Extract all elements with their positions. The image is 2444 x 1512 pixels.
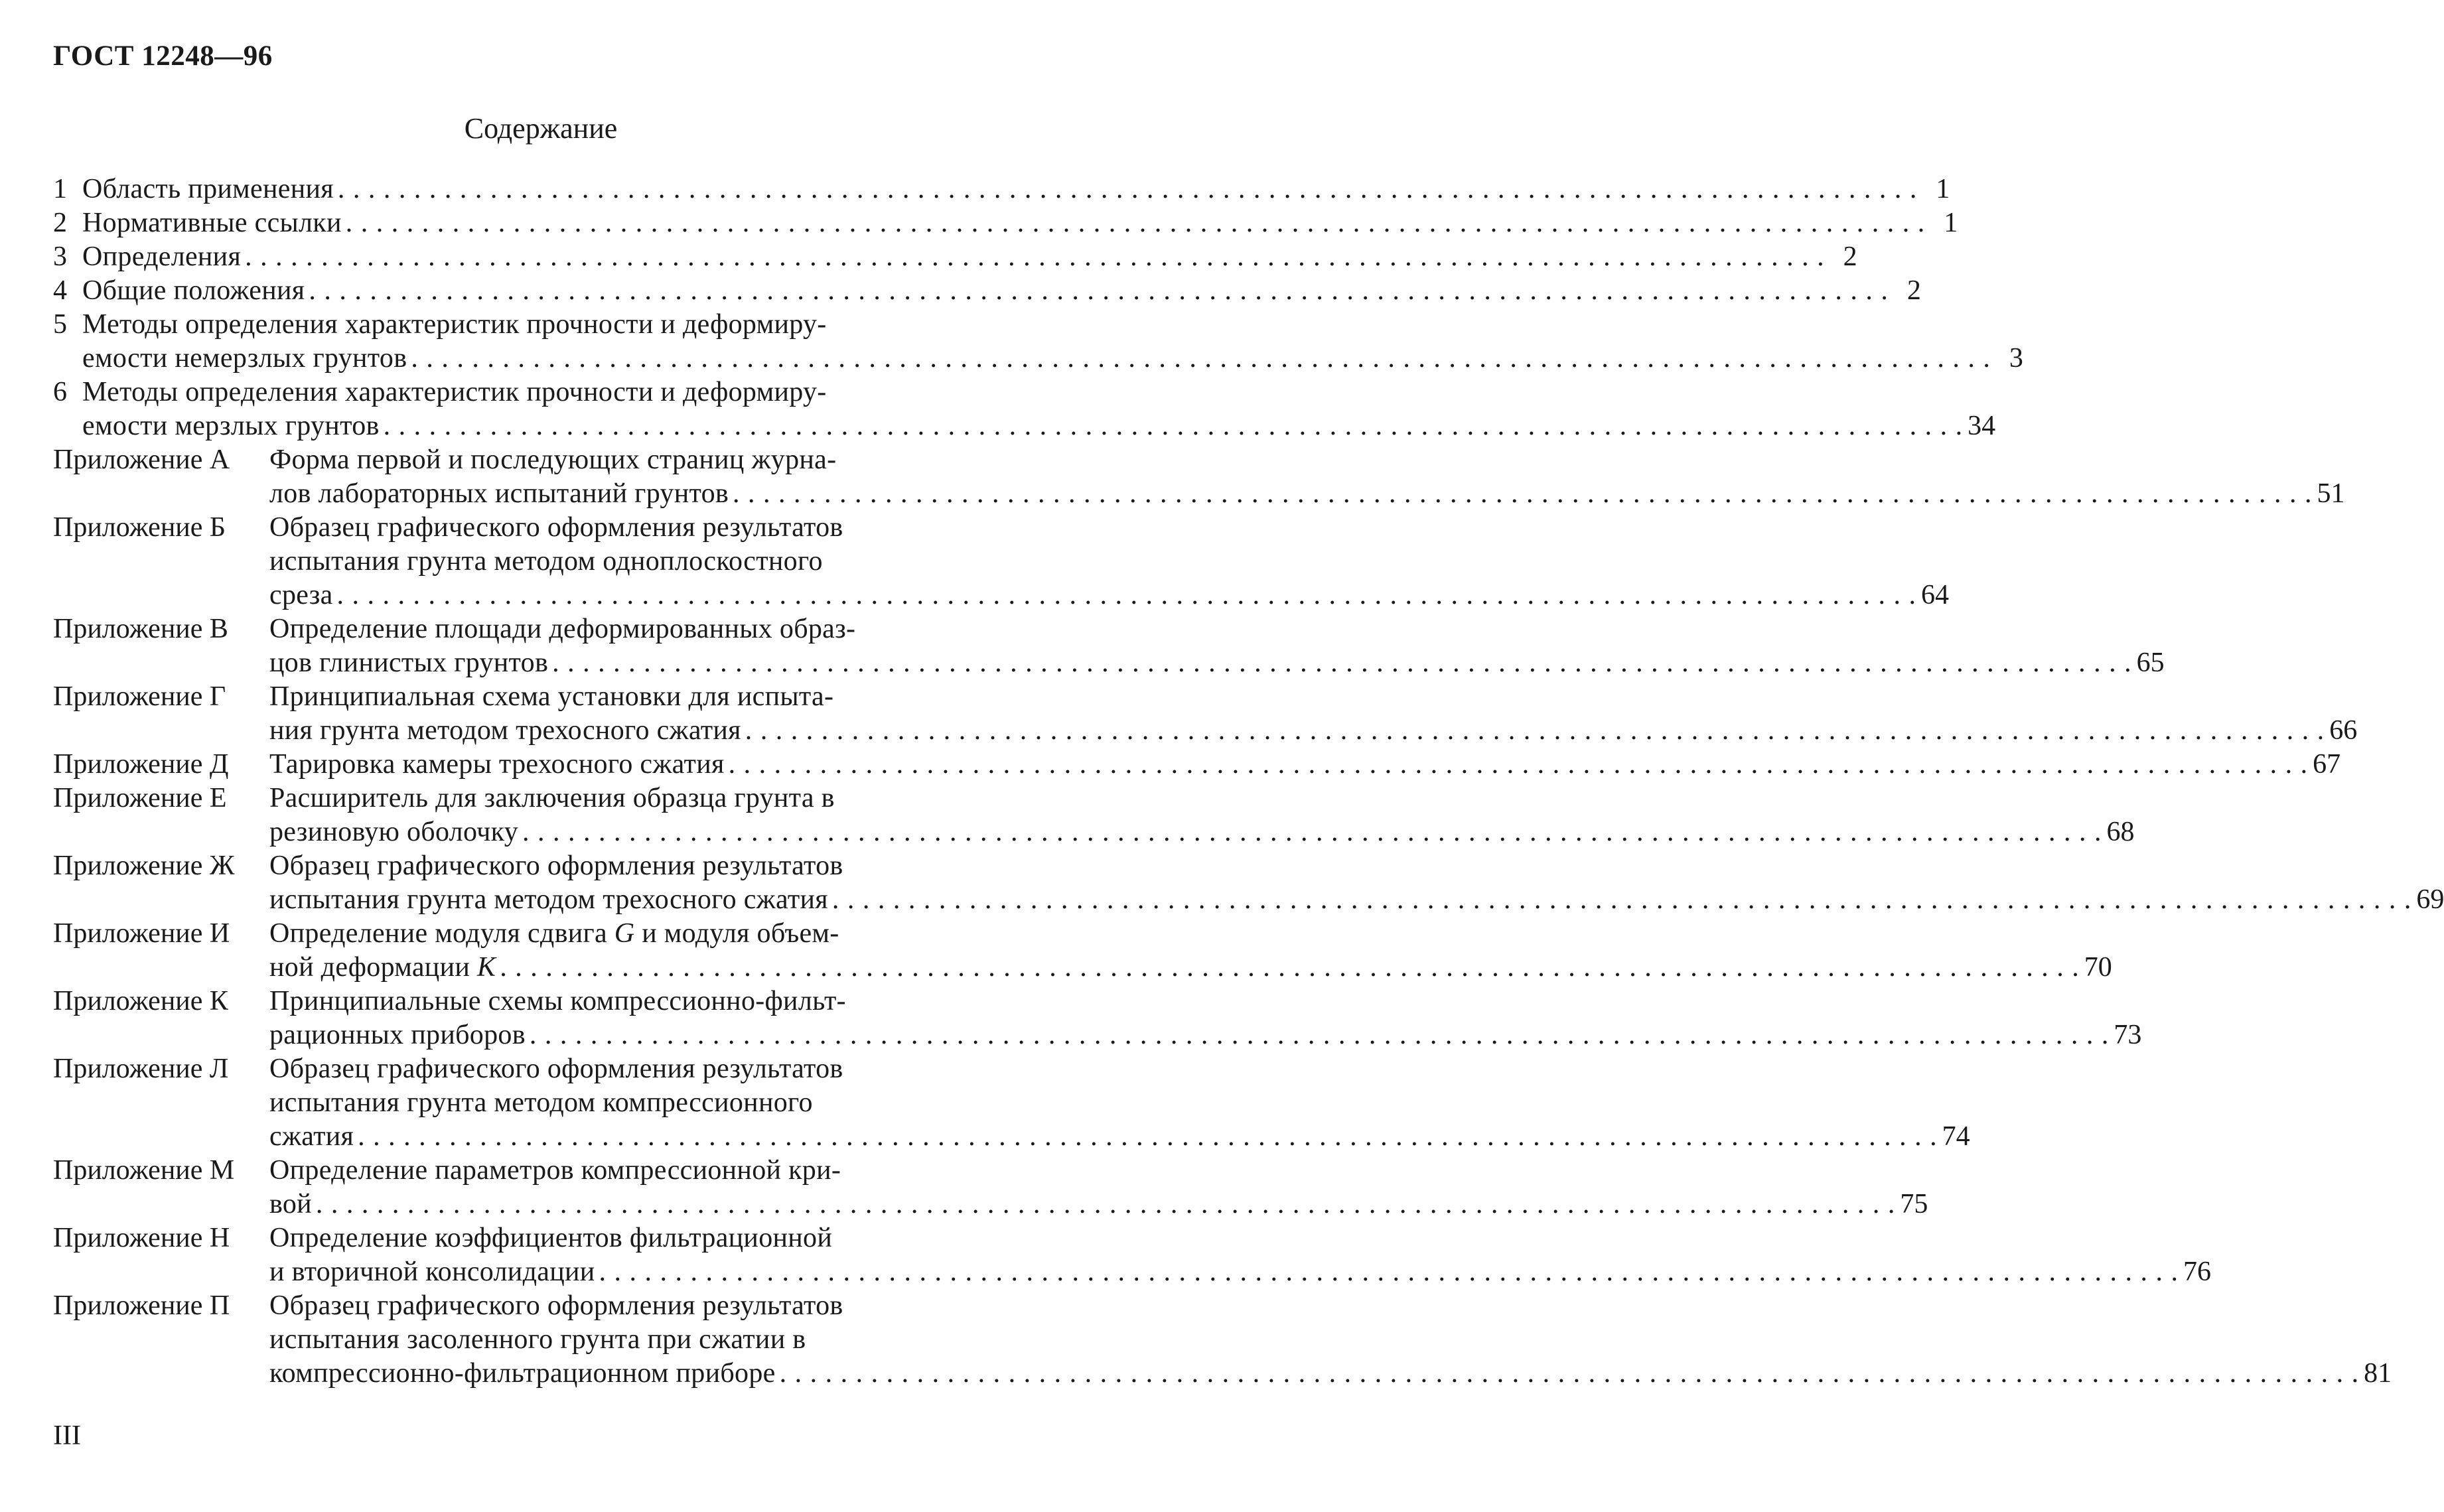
toc-entry-appendix-e[interactable] [53, 782, 2135, 849]
entry-title-line: Образец графического оформления результатов [269, 851, 843, 881]
entry-title-line: Методы определения характеристик прочности и деформиру- [82, 309, 827, 340]
page-number: 2 [1906, 275, 1921, 306]
appendix-label: Приложение М [53, 1155, 235, 1186]
toc-entry-appendix-n[interactable] [53, 1221, 2212, 1289]
appendix-label: Приложение Б [53, 512, 226, 543]
page-number: 73 [2114, 1020, 2142, 1050]
entry-title-line: Образец графического оформления результатов [269, 1290, 843, 1321]
appendix-label: Приложение И [53, 918, 230, 949]
dot-leader [354, 1120, 1937, 1154]
dot-leader [380, 409, 1963, 443]
page-number: 51 [2317, 478, 2345, 509]
entry-title-line: цов глинистых грунтов [269, 648, 549, 678]
entry-title-line: Образец графического оформления результатов [269, 1054, 843, 1084]
page-number: 69 [2416, 884, 2444, 915]
toc-entry-appendix-k[interactable] [53, 985, 2142, 1052]
entry-title-line: испытания засоленного грунта при сжатии в [269, 1324, 806, 1355]
dot-leader [776, 1357, 2359, 1391]
appendix-label: Приложение Д [53, 749, 229, 780]
toc-entry-appendix-b[interactable] [53, 511, 1950, 612]
dot-leader [526, 1018, 2109, 1052]
section-number: 1 [53, 174, 67, 204]
entry-title-line: компрессионно-фильтрационном приборе [269, 1358, 776, 1389]
entry-title-line: среза [269, 580, 333, 610]
toc-entry-appendix-d[interactable] [53, 748, 2341, 782]
toc-entry-section-3[interactable] [53, 240, 1857, 274]
entry-title-line: Образец графического оформления результатов [269, 512, 843, 543]
entry-title-line: лов лабораторных испытаний грунтов [269, 478, 729, 509]
dot-leader [334, 172, 1917, 206]
dot-leader [548, 646, 2131, 680]
entry-title-line: Принципиальная схема установки для испыта- [269, 681, 834, 712]
entry-title-line: Определение модуля сдвига G и модуля объем- [269, 918, 839, 949]
dot-leader [241, 240, 1824, 274]
section-number: 3 [53, 241, 67, 272]
page-number: 68 [2106, 817, 2135, 847]
appendix-label: Приложение В [53, 614, 228, 644]
page-number: 64 [1921, 580, 1950, 610]
dot-leader [407, 342, 1990, 376]
entry-title-line: ной деформации K [269, 952, 496, 983]
page-number: 66 [2329, 715, 2358, 746]
dot-leader [595, 1255, 2179, 1289]
dot-leader [496, 951, 2079, 985]
appendix-label: Приложение Н [53, 1223, 230, 1253]
dot-leader [312, 1188, 1895, 1221]
dot-leader [725, 748, 2308, 782]
appendix-label: Приложение П [53, 1290, 230, 1321]
entry-title-line: резиновую оболочку [269, 817, 518, 847]
section-number: 6 [53, 377, 67, 407]
page-number: 1 [1944, 208, 1958, 238]
appendix-label: Приложение Е [53, 783, 227, 813]
toc-entry-section-4[interactable] [53, 274, 1921, 308]
page-title: Содержание [464, 112, 618, 145]
entry-title-line: Принципиальные схемы компрессионно-фильт- [269, 986, 846, 1016]
page-number: 65 [2136, 648, 2165, 678]
entry-title: Общие положения [82, 275, 305, 306]
dot-leader [729, 477, 2312, 511]
entry-title: Нормативные ссылки [82, 208, 342, 238]
appendix-label: Приложение К [53, 986, 228, 1016]
page-number: 1 [1936, 174, 1950, 204]
toc-entry-section-2[interactable] [53, 206, 1958, 240]
page-number: 75 [1900, 1189, 1928, 1219]
page-number: 81 [2364, 1358, 2392, 1389]
appendix-label: Приложение Л [53, 1054, 229, 1084]
toc-entry-appendix-g[interactable] [53, 680, 2358, 748]
toc-entry-appendix-p[interactable] [53, 1289, 2392, 1391]
entry-title-line: Расширитель для заключения образца грунта в [269, 783, 835, 813]
section-number: 2 [53, 208, 67, 238]
appendix-label: Приложение Г [53, 681, 226, 712]
page-number: 34 [1968, 411, 1996, 441]
page-number: 3 [2009, 343, 2023, 374]
toc-entry-section-1[interactable] [53, 172, 1950, 206]
toc-entry-section-6[interactable] [53, 376, 1996, 443]
toc-entry-appendix-l[interactable] [53, 1052, 1970, 1154]
toc-entry-appendix-zh[interactable] [53, 849, 2444, 917]
dot-leader [828, 883, 2411, 917]
entry-title-line: рационных приборов [269, 1020, 526, 1050]
dot-leader [305, 274, 1888, 308]
dot-leader [342, 206, 1925, 240]
page-footer-number: III [53, 1420, 81, 1451]
toc-entry-appendix-a[interactable] [53, 443, 2345, 511]
entry-title-line: испытания грунта методом трехосного сжатия [269, 884, 828, 915]
page-number: 67 [2313, 749, 2341, 780]
section-number: 5 [53, 309, 67, 340]
toc-entry-appendix-m[interactable] [53, 1154, 1928, 1221]
entry-title-line: испытания грунта методом одноплоскостного [269, 546, 823, 577]
entry-title-line: и вторичной консолидации [269, 1257, 595, 1287]
toc-entry-appendix-v[interactable] [53, 612, 2165, 680]
entry-title-line: Тарировка камеры трехосного сжатия [269, 749, 725, 780]
toc-entry-appendix-i[interactable] [53, 917, 2112, 985]
entry-title-line: емости немерзлых грунтов [82, 343, 407, 374]
page-number: 70 [2084, 952, 2112, 983]
document-page [53, 40, 2444, 1486]
entry-title-line: ния грунта методом трехосного сжатия [269, 715, 741, 746]
page-number: 2 [1843, 241, 1857, 272]
entry-title-line: испытания грунта методом компрессионного [269, 1087, 813, 1118]
dot-leader [333, 579, 1916, 612]
entry-title-line: Определение площади деформированных образ- [269, 614, 856, 644]
appendix-label: Приложение А [53, 445, 230, 475]
entry-title-line: Форма первой и последующих страниц журна- [269, 445, 837, 475]
page-number: 74 [1942, 1121, 1970, 1152]
entry-title-line: Методы определения характеристик прочности и деформиру- [82, 377, 827, 407]
dot-leader [518, 815, 2102, 849]
entry-title-line: емости мерзлых грунтов [82, 411, 380, 441]
entry-title: Область применения [82, 174, 334, 204]
entry-title-line: вой [269, 1189, 312, 1219]
table-of-contents [53, 172, 2444, 1391]
section-number: 4 [53, 275, 67, 306]
dot-leader [741, 714, 2325, 748]
entry-title-line: Определение параметров компрессионной кри- [269, 1155, 841, 1186]
entry-title-line: Определение коэффициентов фильтрационной [269, 1223, 833, 1253]
toc-entry-section-5[interactable] [53, 308, 2023, 376]
appendix-label: Приложение Ж [53, 851, 235, 881]
entry-title-line: сжатия [269, 1121, 354, 1152]
document-header: ГОСТ 12248—96 [53, 40, 273, 72]
entry-title: Определения [82, 241, 242, 272]
page-number: 76 [2183, 1257, 2212, 1287]
